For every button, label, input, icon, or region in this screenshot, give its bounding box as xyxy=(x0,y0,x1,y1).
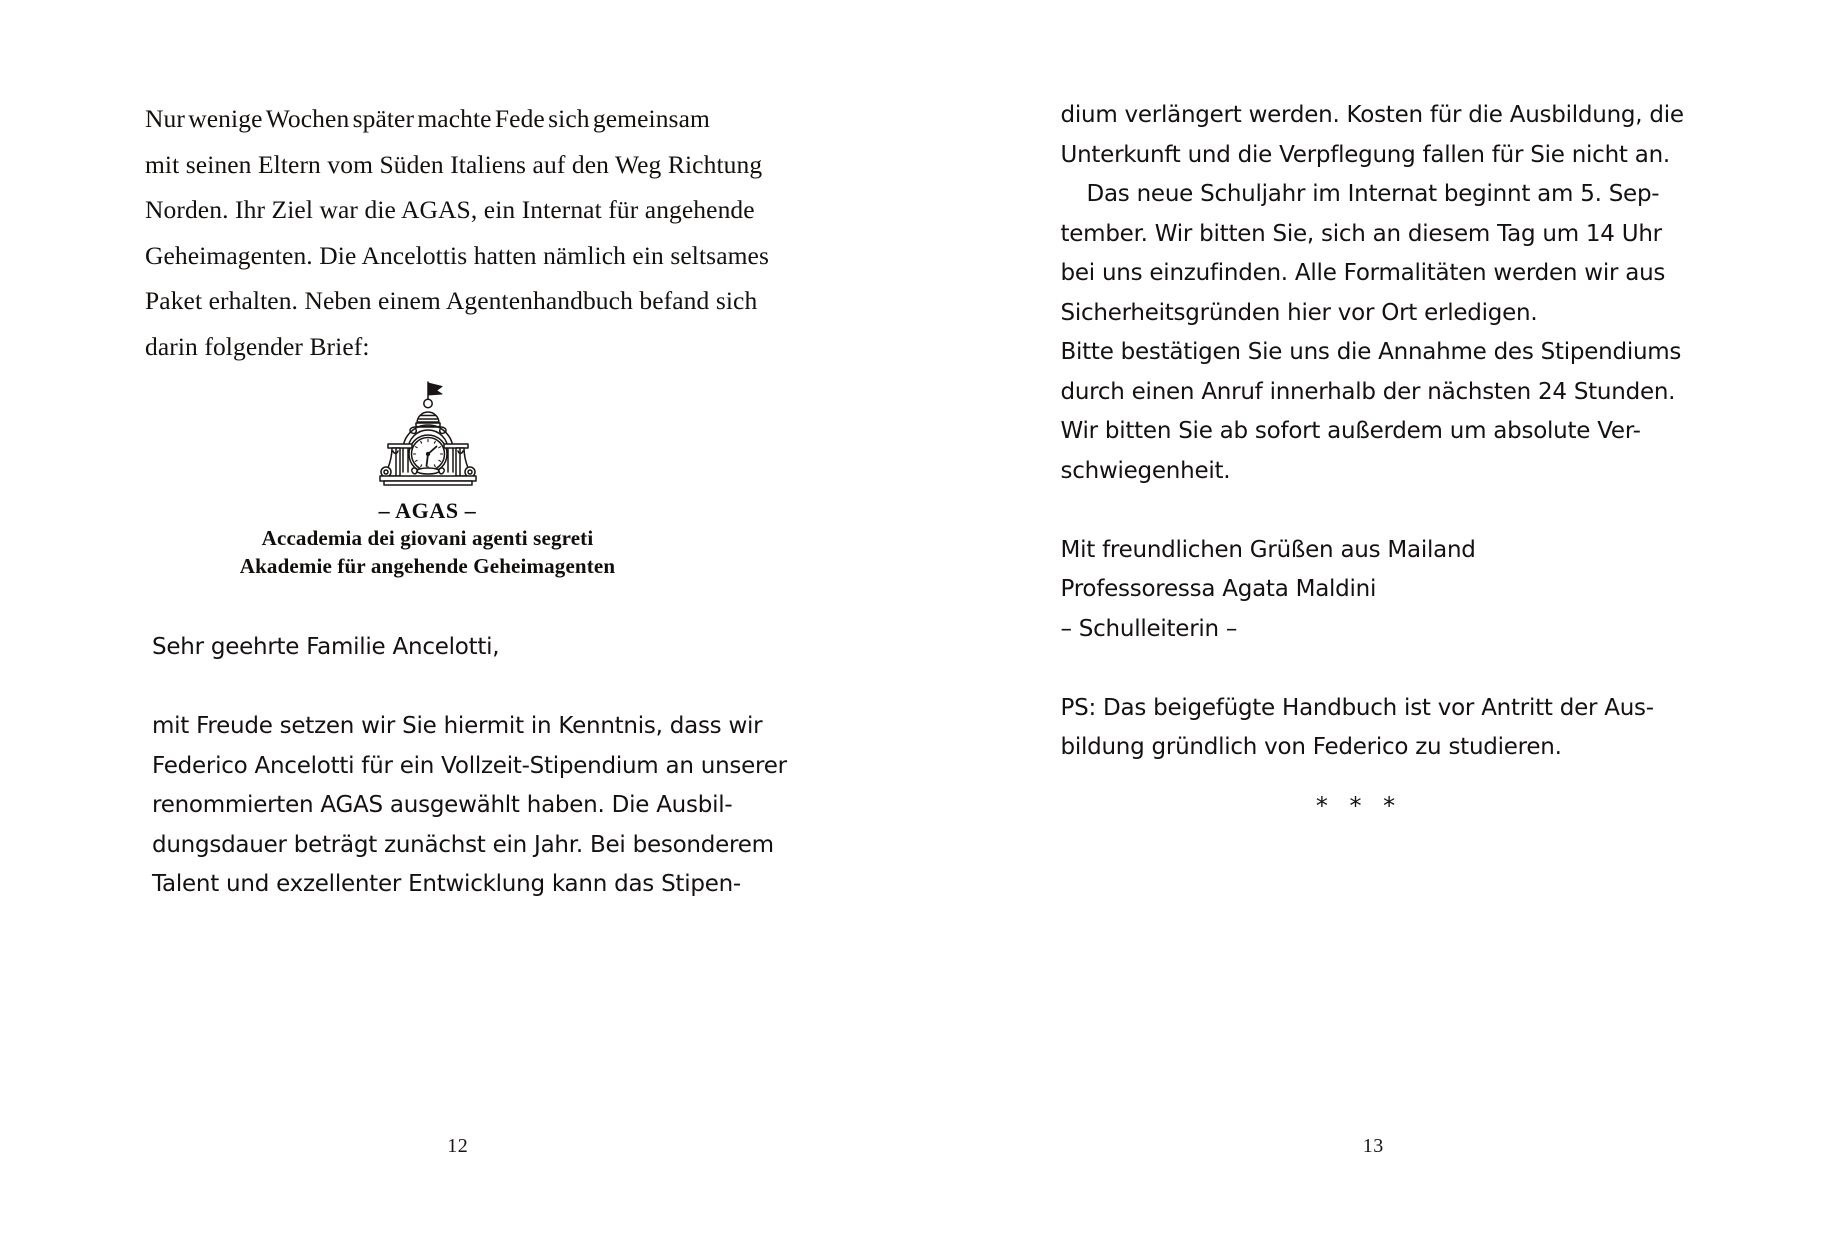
narrative-line-1 xyxy=(145,96,710,142)
right-page-content xyxy=(1060,96,1684,820)
letter-signature-role: – Schulleiterin – xyxy=(1060,615,1238,642)
narrative-line-5: Paket erhalten. Neben einem Agentenhandbuch befand sich xyxy=(145,286,758,315)
narrative-word: sich xyxy=(548,104,590,133)
narrative-paragraph xyxy=(145,96,769,369)
letter-line: Unterkunft und die Verpflegung fallen für Sie nicht an. xyxy=(1060,141,1670,168)
section-divider: * * * xyxy=(1315,791,1403,820)
narrative-word: wenige xyxy=(188,104,263,133)
letter-postscript-line: bildung gründlich von Federico zu studieren. xyxy=(1060,734,1562,760)
letter-spacer xyxy=(1061,491,1651,531)
narrative-word: Nur xyxy=(145,104,185,133)
letter-line: Sicherheitsgründen hier vor Ort erledigen. xyxy=(1060,299,1538,326)
letter-salutation: Sehr geehrte Familie Ancelotti, xyxy=(152,634,500,660)
letter-closing-line: Mit freundlichen Grüßen aus Mailand xyxy=(1060,536,1476,563)
narrative-word: gemeinsam xyxy=(592,104,710,133)
letter-line-text: Das neue Schuljahr im Internat beginnt am 5. Sep- xyxy=(1086,181,1660,207)
letter-line: durch einen Anruf innerhalb der nächsten 24 Stunden. xyxy=(1060,378,1676,405)
page-right-recto xyxy=(916,0,1831,1240)
letter-signature-name: Professoressa Agata Maldini xyxy=(1060,576,1377,602)
letter-paragraph2-line-1 xyxy=(1061,175,1660,215)
agas-letterhead xyxy=(145,378,710,581)
letter-line: schwiegenheit. xyxy=(1060,457,1231,484)
letter-spacer xyxy=(152,668,712,708)
letter-line: Federico Ancelotti für ein Vollzeit-Stipendium an unserer xyxy=(152,752,787,779)
narrative-line-6: darin folgender Brief: xyxy=(145,331,370,361)
narrative-word: später xyxy=(352,104,415,133)
letter-line: dungsdauer beträgt zunächst ein Jahr. Bei besonderem xyxy=(152,831,774,858)
letter-body-left xyxy=(152,628,787,905)
letter-spacer xyxy=(1061,649,1651,689)
letter-line: dium verlängert werden. Kosten für die Ausbildung, die xyxy=(1060,102,1684,128)
page-number-left: 12 xyxy=(447,1135,469,1157)
narrative-word: Wochen xyxy=(265,104,350,133)
agas-subtitle-italian: Accademia dei giovani agenti segreti xyxy=(261,526,594,551)
letter-postscript-line: PS: Das beigefügte Handbuch ist vor Antritt der Aus- xyxy=(1060,694,1654,721)
narrative-line-3: Norden. Ihr Ziel war die AGAS, ein Internat für angehende xyxy=(145,195,755,224)
agas-title: – AGAS – xyxy=(378,498,477,523)
letter-line: tember. Wir bitten Sie, sich an diesem Tag um 14 Uhr xyxy=(1060,220,1662,247)
letter-body-right xyxy=(1060,96,1684,768)
page-number-right: 13 xyxy=(1362,1135,1384,1157)
letter-line: Wir bitten Sie ab sofort außerdem um absolute Ver- xyxy=(1060,418,1641,444)
agas-subtitle-german: Akademie für angehende Geheimagenten xyxy=(239,553,616,578)
narrative-word: machte xyxy=(417,104,492,133)
narrative-line-2: mit seinen Eltern vom Süden Italiens auf den Weg Richtung xyxy=(145,149,763,179)
letter-line: renommierten AGAS ausgewählt haben. Die Ausbil- xyxy=(152,792,733,818)
mantel-clock-emblem-icon xyxy=(372,378,484,488)
letter-line: Talent und exzellenter Entwicklung kann das Stipen- xyxy=(152,871,741,897)
letter-line: Bitte bestätigen Sie uns die Annahme des Stipendiums xyxy=(1060,339,1682,365)
letter-line: mit Freude setzen wir Sie hiermit in Kenntnis, dass wir xyxy=(152,713,763,739)
left-page-content xyxy=(145,96,787,897)
letter-line: bei uns einzufinden. Alle Formalitäten werden wir aus xyxy=(1060,260,1666,286)
narrative-word: Fede xyxy=(494,104,545,133)
narrative-line-4: Geheimagenten. Die Ancelottis hatten nämlich ein seltsames xyxy=(145,240,769,270)
